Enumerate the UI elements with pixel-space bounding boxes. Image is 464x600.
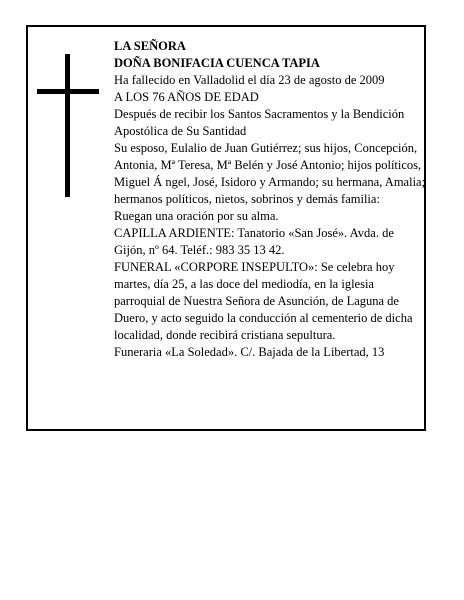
cross-icon (37, 54, 99, 197)
cross-horizontal-bar (37, 89, 99, 94)
obituary-text (114, 38, 426, 361)
funeral-home-info: Funeraria «La Soledad». C/. Bajada de la Libertad, 13 (114, 345, 385, 359)
funeral-info: FUNERAL «CORPORE INSEPULTO»: Se celebra hoy martes, día 25, a las doce del mediodía, en la iglesia parroquial de Nuestra Señora de Asunción, de Laguna de Duero, y acto seguido la conducción al cementerio de dicha localidad, donde recibirá cristiana sepultura. (114, 260, 413, 342)
death-statement: Ha fallecido en Valladolid el día 23 de agosto de 2009 (114, 73, 385, 87)
sacraments-statement: Después de recibir los Santos Sacramentos y la Bendición Apostólica de Su Santidad (114, 107, 405, 138)
deceased-name: DOÑA BONIFACIA CUENCA TAPIA (114, 56, 320, 70)
prayer-request: Ruegan una oración por su alma. (114, 209, 279, 223)
cross-vertical-bar (65, 54, 70, 197)
notice-title: LA SEÑORA (114, 39, 186, 53)
chapel-info: CAPILLA ARDIENTE: Tanatorio «San José». Avda. de Gijón, nº 64. Teléf.: 983 35 13 42. (114, 226, 394, 257)
age-statement: A LOS 76 AÑOS DE EDAD (114, 90, 259, 104)
family-list: Su esposo, Eulalio de Juan Gutiérrez; sus hijos, Concepción, Antonia, Mª Teresa, Mª Belén y José Antonio; hijos políticos, Miguel Á ngel, José, Isidoro y Armando; su hermana, Amalia; hermanos políticos, nietos, sobrinos y demás familia: (114, 141, 426, 206)
